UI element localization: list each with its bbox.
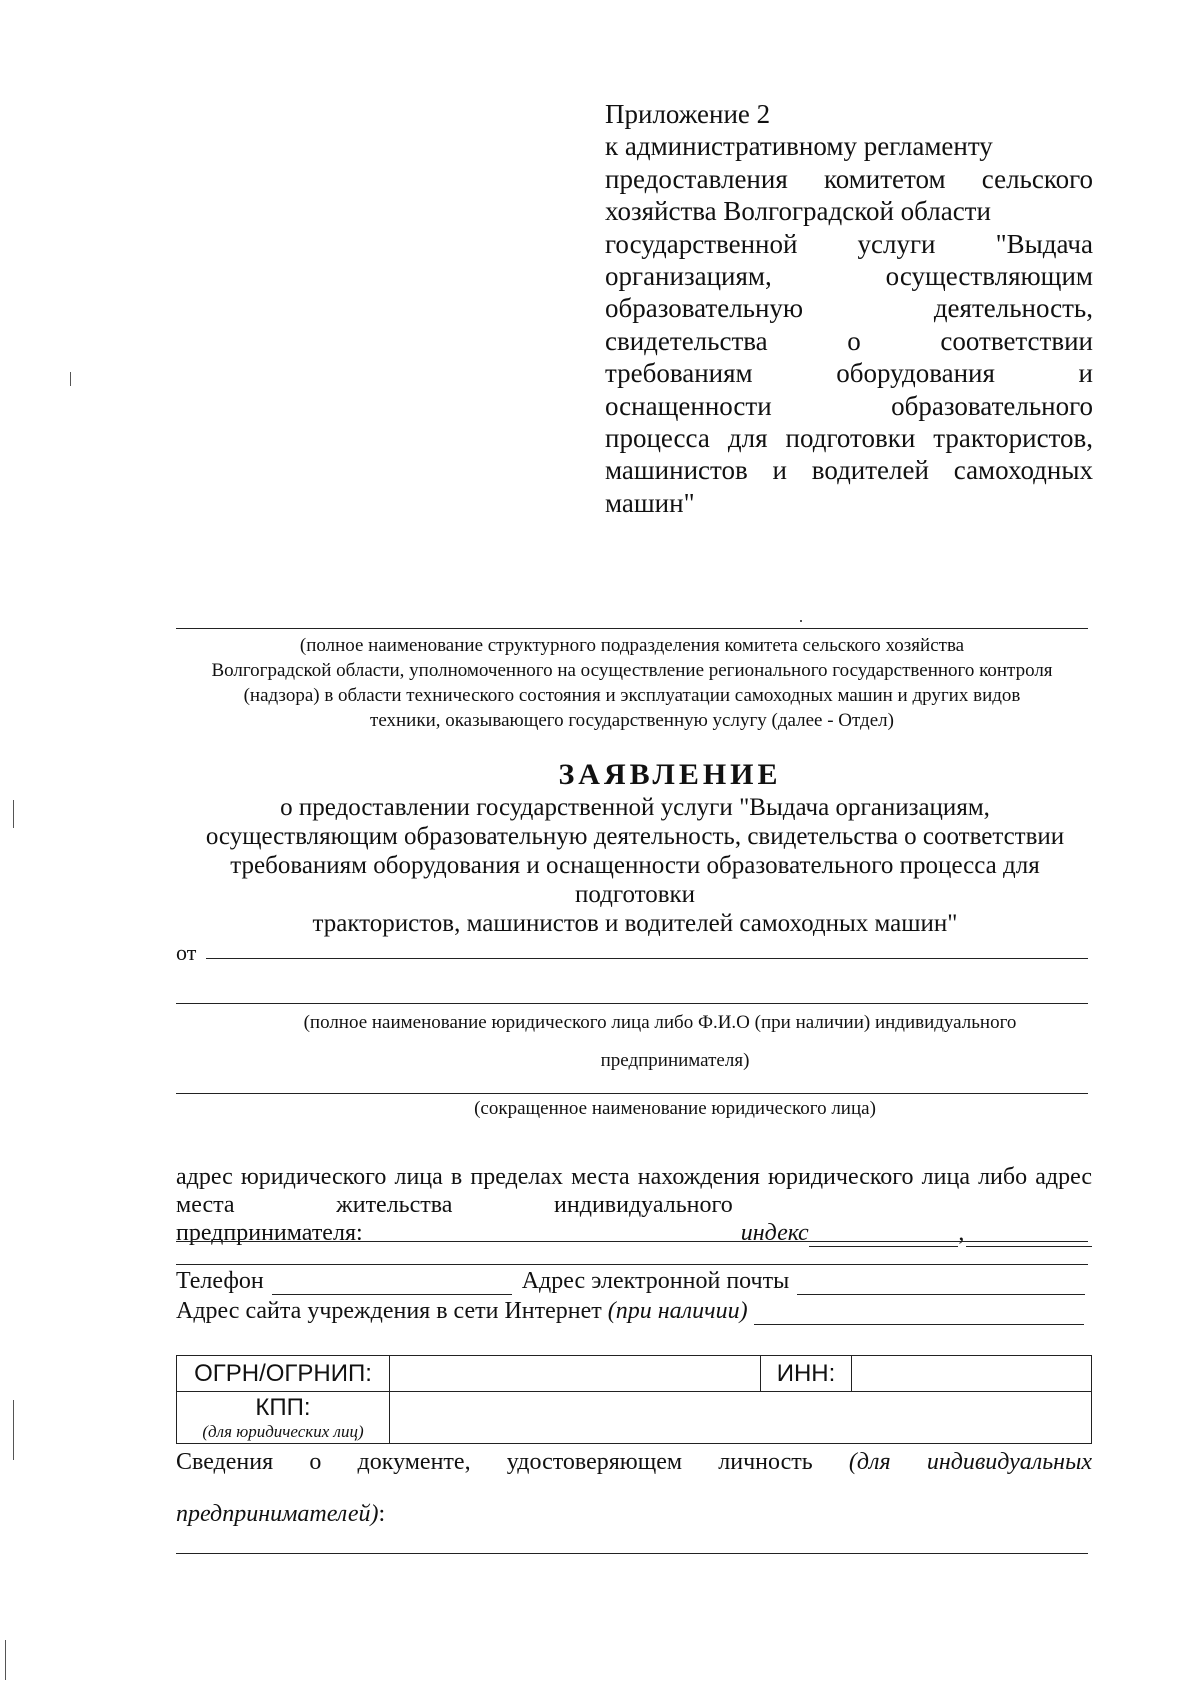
caption-line: техники, оказывающего государственную услугу (далее - Отдел) <box>370 710 894 731</box>
email-field[interactable] <box>797 1272 1085 1295</box>
identity-word: Сведения <box>176 1449 274 1475</box>
scan-mark <box>5 1640 6 1680</box>
identity-block <box>176 1448 1092 1528</box>
address-field[interactable] <box>966 1224 1092 1247</box>
email-label: Адрес электронной почты <box>521 1268 790 1294</box>
scan-mark <box>13 800 14 828</box>
appendix-line: организациям, осуществляющим <box>605 261 1093 292</box>
address-field-continued[interactable] <box>176 1241 1088 1242</box>
index-field[interactable] <box>809 1224 959 1247</box>
kpp-label-cell <box>177 1392 390 1444</box>
kpp-note: (для юридических лиц) <box>202 1421 364 1441</box>
identity-word: личность <box>718 1449 813 1475</box>
scan-mark <box>800 620 802 622</box>
appendix-line: оснащенности образовательного <box>605 390 1093 421</box>
phone-field[interactable] <box>272 1272 512 1295</box>
caption-line: (полное наименование структурного подразделения комитета сельского хозяйства <box>299 635 965 656</box>
ogrn-field[interactable] <box>390 1356 761 1392</box>
short-name-caption: (сокращенное наименование юридического лица) <box>474 1098 876 1119</box>
appendix-line: хозяйства Волгоградской области <box>605 196 991 227</box>
caption-line: предпринимателя) <box>600 1050 750 1071</box>
from-label: от <box>176 940 197 965</box>
address-text: места жительства индивидуального предпринимателя: <box>176 1192 733 1246</box>
identity-word: документе, <box>357 1449 471 1475</box>
appendix-line: процесса для подготовки трактористов, <box>605 423 1093 454</box>
appendix-line: предоставления комитетом сельского <box>605 163 1093 194</box>
kpp-field[interactable] <box>390 1392 1092 1444</box>
inn-field[interactable] <box>852 1356 1092 1392</box>
address-line <box>176 1191 1092 1247</box>
inn-label: ИНН: <box>761 1356 852 1392</box>
site-note: (при наличии) <box>607 1298 748 1324</box>
appendix-line: свидетельства о соответствии <box>605 325 1093 356</box>
identity-line <box>176 1500 1092 1528</box>
appendix-line: образовательную деятельность, <box>605 293 1093 324</box>
document-title: ЗАЯВЛЕНИЕ <box>558 758 782 791</box>
appendix-line: Приложение 2 <box>605 99 771 129</box>
subject-line: о предоставлении государственной услуги "Выдача организациям, <box>280 794 990 821</box>
unit-caption <box>160 633 1104 733</box>
comma: , <box>958 1220 965 1246</box>
unit-name-field[interactable] <box>176 628 1088 629</box>
appendix-line: к административному регламенту <box>605 131 993 162</box>
address-block <box>176 1163 1092 1247</box>
short-name-field[interactable] <box>176 1093 1088 1094</box>
applicant-name-field[interactable] <box>206 958 1088 959</box>
subject-line: требованиям оборудования и оснащенности образовательного процесса для подготовки <box>230 852 1040 908</box>
appendix-line: машин" <box>605 487 695 518</box>
caption-line: (полное наименование юридического лица либо Ф.И.О (при наличии) индивидуального <box>303 1012 1017 1033</box>
phone-label: Телефон <box>176 1268 264 1294</box>
site-row <box>176 1298 1084 1325</box>
identity-word: индивидуальных <box>926 1449 1092 1475</box>
site-field[interactable] <box>754 1302 1084 1325</box>
appendix-line: государственной услуги "Выдача <box>605 228 1093 259</box>
index-label: индекс <box>740 1220 809 1246</box>
scan-mark <box>13 1400 14 1460</box>
caption-line: Волгоградской области, уполномоченного на осуществление регионального государственного контроля <box>211 660 1053 681</box>
site-label: Адрес сайта учреждения в сети Интернет <box>176 1298 602 1324</box>
appendix-line: машинистов и водителей самоходных <box>605 455 1093 486</box>
address-field-continued-2[interactable] <box>176 1264 1088 1265</box>
appendix-line: требованиям оборудования и <box>605 358 1093 389</box>
identity-word: о <box>309 1449 322 1475</box>
subject-line: осуществляющим образовательную деятельность, свидетельства о соответствии <box>205 823 1065 850</box>
identity-word: удостоверяющем <box>506 1449 683 1475</box>
subject-line: трактористов, машинистов и водителей самоходных машин" <box>312 910 958 937</box>
identity-text: предпринимателей) <box>176 1501 379 1527</box>
applicant-caption <box>250 1011 1070 1073</box>
contact-row <box>176 1268 1085 1295</box>
identity-field[interactable] <box>176 1553 1088 1554</box>
registry-table <box>176 1355 1092 1444</box>
colon: : <box>378 1501 386 1527</box>
caption-line: (надзора) в области технического состояния и эксплуатации самоходных машин и других видов <box>243 685 1021 706</box>
address-line: адрес юридического лица в пределах места нахождения юридического лица либо адрес <box>176 1164 1092 1190</box>
appendix-block <box>605 98 1093 519</box>
identity-line <box>176 1448 1092 1476</box>
document-subject <box>170 793 1100 938</box>
ogrn-label: ОГРН/ОГРНИП: <box>177 1356 390 1392</box>
kpp-label: КПП: <box>255 1393 311 1421</box>
applicant-name-field-continued[interactable] <box>176 1003 1088 1004</box>
scan-mark <box>70 372 71 386</box>
identity-word: (для <box>848 1449 891 1475</box>
